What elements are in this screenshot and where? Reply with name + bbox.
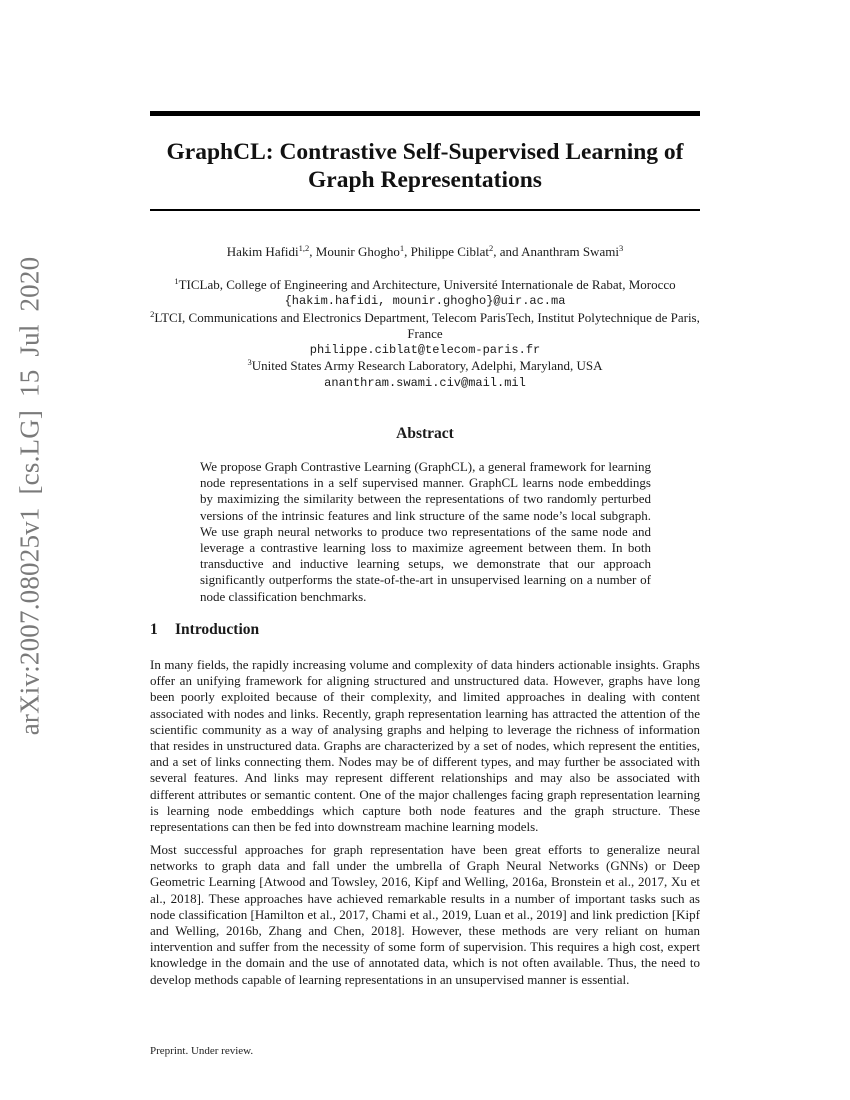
affiliation-3-email[interactable]: ananthram.swami.civ@mail.mil	[324, 375, 526, 390]
affiliation-2: $^2$LTCI, Communications and Electronics Department, Telecom ParisTech, Institut Polytechnique de Paris, France	[150, 308, 700, 341]
affiliation-3: $^3$United States Army Research Laboratory, Adelphi, Maryland, USA	[247, 357, 603, 374]
affiliation-2-email[interactable]: philippe.ciblat@telecom-paris.fr	[309, 343, 541, 358]
arxiv-identifier-stamp	[10, 256, 50, 736]
affiliation-1-email[interactable]: {hakim.hafidi, mounir.ghogho}@uir.ac.ma	[284, 294, 566, 309]
section-title: Introduction	[175, 621, 260, 638]
author: Ananthram Swami$^3$	[521, 243, 624, 259]
title-bottom-rule	[150, 209, 700, 211]
intro-paragraph-2: Most successful approaches for graph representation have been great efforts to generalize neural networks to graph data and fall under the umbrella of Graph Neural Networks (GNNs) or Deep Geometric Learning [Atwood and Towsley, 2016, Kipf and Welling, 2016a, Bronstein et al., 2017, Xu et al., 2018]. These approaches have achieved remarkable results in a number of important tasks such as node classification [Hamilton et al., 2017, Chami et al., 2019, Luan et al., 2019] and link prediction [Kipf and Welling, 2016b, Zhang and Chen, 2018]. However, these methods are very reliant on human intervention and suffer from the necessity of some form of supervision. This requires a high cost, expert knowledge in the domain and the use of annotated data, which is not often available. Thus, the need to develop methods capable of learning representations in an unsupervised manner is essential.	[150, 842, 700, 987]
section-number: 1	[150, 621, 158, 638]
preprint-footer: Preprint. Under review.	[150, 1045, 254, 1057]
title-top-rule	[150, 111, 700, 116]
author: Hakim Hafidi$^{1,2}$,	[226, 243, 316, 259]
arxiv-stamp-text: arXiv:2007.08025v1 [cs.LG] 15 Jul 2020	[14, 256, 45, 736]
author: Philippe Ciblat$^2$, and	[410, 243, 522, 259]
paper-title: GraphCL: Contrastive Self-Supervised Learning of Graph Representations	[166, 139, 684, 193]
affiliation-1: $^1$TICLab, College of Engineering and Architecture, Université Internationale de Rabat, Morocco	[174, 276, 676, 292]
author-list	[150, 244, 700, 260]
section-heading-introduction	[150, 621, 259, 639]
intro-paragraph-1: In many fields, the rapidly increasing volume and complexity of data hinders actionable insights. Graphs offer an unifying framework for aligning structured and unstructured data. However, graphs have long been poorly exploited because of their complexity, and limited approaches in dealing with content associated with nodes and links. Recently, graph representation learning has attracted the attention of the scientific community as a way of analysing graphs and helping to leverage the richness of information that resides in unstructured data. Graphs are characterized by a set of nodes, which represent the entities, and a set of links connecting them. Nodes may be of different types, and may further be associated with several features. And links may represent different relationships and may also be associated with different attributes or semantic content. One of the major challenges facing graph representation learning is learning node embeddings which capture both node features and the graph structure. These representations can then be fed into downstream machine learning models.	[150, 657, 700, 835]
abstract-heading: Abstract	[396, 425, 454, 442]
author: Mounir Ghogho$^1$,	[315, 243, 411, 259]
affiliations	[150, 277, 700, 391]
abstract-body: We propose Graph Contrastive Learning (GraphCL), a general framework for learning node representations in a self supervised manner. GraphCL learns node embeddings by maximizing the similarity between the representations of two randomly perturbed versions of the intrinsic features and link structure of the same node’s local subgraph. We use graph neural networks to produce two representations of the same node and leverage a contrastive learning loss to maximize agreement between them. In both transductive and inductive learning setups, we demonstrate that our approach significantly outperforms the state-of-the-art in unsupervised learning on a number of node classification benchmarks.	[200, 459, 651, 604]
